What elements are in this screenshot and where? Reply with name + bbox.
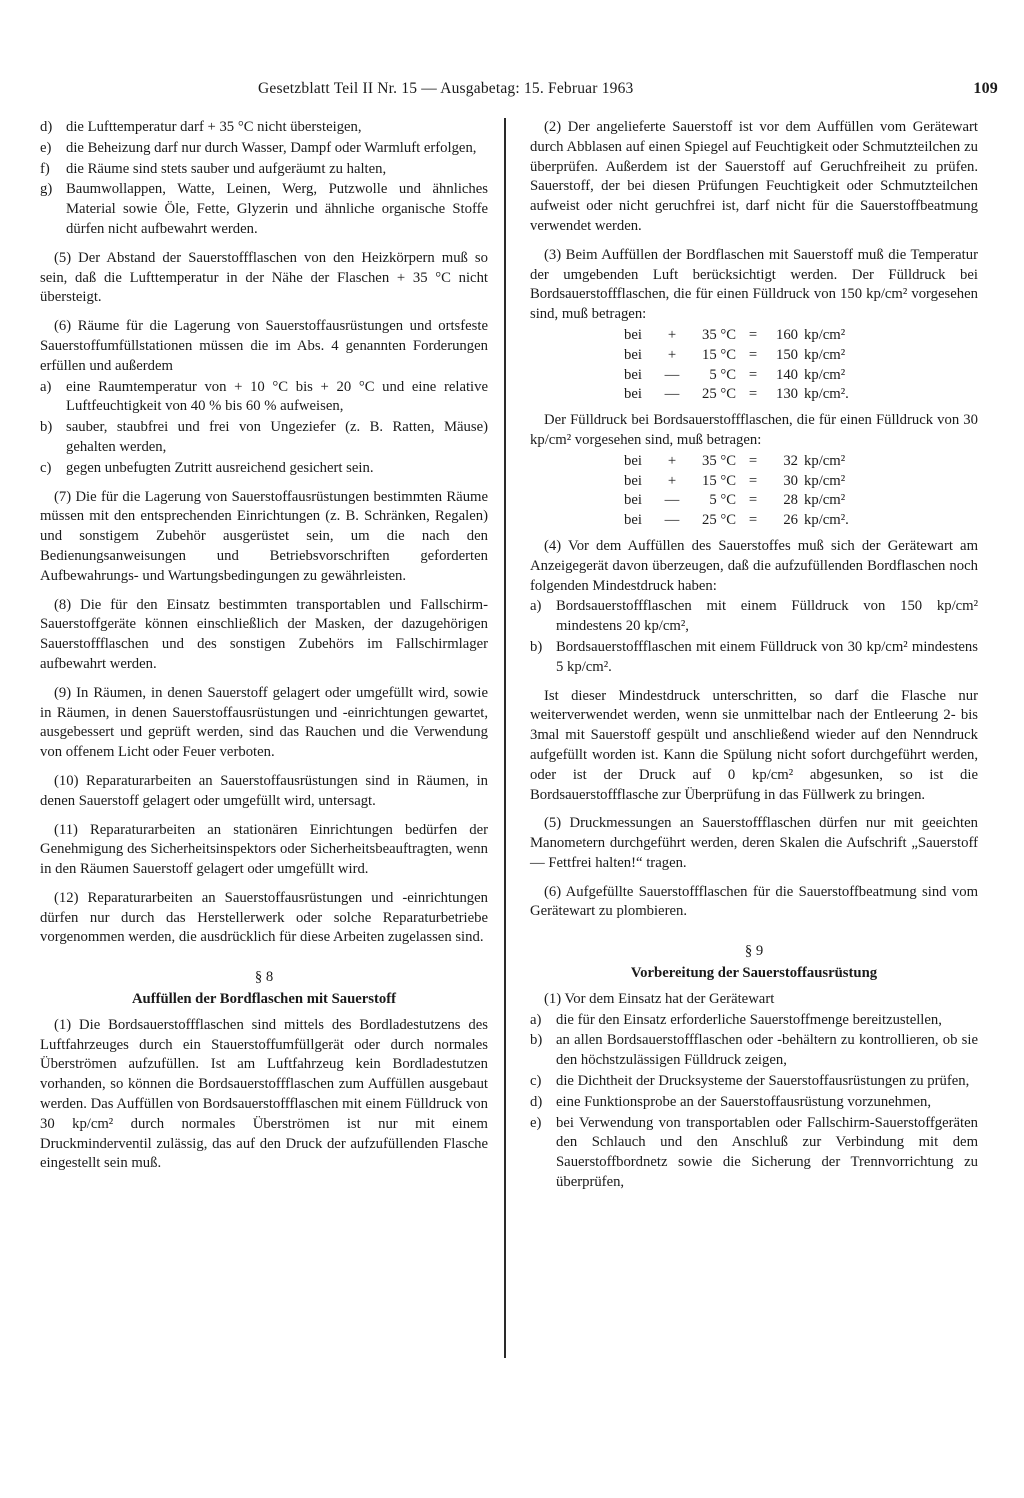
section-9-list bbox=[530, 1011, 978, 1193]
paragraph-3-intro: (3) Beim Auffüllen der Bordflaschen mit Sauerstoff muß die Temperatur der umgebenden Luft berücksichtigt werden. Der Fülldruck bei Bordsauerstoffflaschen, die für einen Fülldruck von 150 kp/cm² vorgesehen sind, muß betragen: bbox=[530, 246, 978, 323]
cell-unit: kp/cm² bbox=[804, 452, 846, 469]
cell-bei: bei bbox=[624, 326, 642, 343]
cell-value: 150 bbox=[775, 346, 798, 363]
item-text: sauber, staubfrei und frei von Ungeziefer (z. B. Ratten, Mäuse) gehalten werden, bbox=[66, 419, 488, 455]
table-row bbox=[624, 452, 855, 472]
cell-sign: — bbox=[664, 366, 680, 383]
cell-temp: 25 °C bbox=[701, 386, 736, 403]
cell-eq: = bbox=[748, 492, 758, 509]
cell-eq: = bbox=[748, 366, 758, 383]
list-item bbox=[40, 418, 488, 458]
cell-value: 130 bbox=[775, 386, 798, 403]
cell-value: 160 bbox=[775, 326, 798, 343]
table-row bbox=[624, 491, 855, 511]
paragraph-6-right: (6) Aufgefüllte Sauerstoffflaschen für die Sauerstoffbeatmung sind vom Gerätewart zu plombieren. bbox=[530, 883, 978, 920]
item-label: f) bbox=[40, 160, 50, 177]
paragraph-10: (10) Reparaturarbeiten an Sauerstoffausrüstungen sind in Räumen, in denen Sauerstoff gelagert oder umgefüllt wird, untersagt. bbox=[40, 772, 488, 809]
cell-bei: bei bbox=[624, 492, 642, 509]
item-label: c) bbox=[530, 1073, 542, 1090]
list-item bbox=[530, 638, 978, 678]
cell-temp: 35 °C bbox=[701, 452, 736, 469]
table-row bbox=[624, 366, 855, 386]
cell-eq: = bbox=[748, 452, 758, 469]
item-label: a) bbox=[530, 1011, 542, 1028]
cell-unit: kp/cm² bbox=[804, 326, 846, 343]
paragraph-6-intro: (6) Räume für die Lagerung von Sauerstoffausrüstungen und ortsfeste Sauerstoffumfüllstationen müssen die im Abs. 4 genannten Forderungen erfüllen und außerdem bbox=[40, 318, 488, 374]
cell-value: 32 bbox=[783, 452, 798, 469]
list-item bbox=[530, 1031, 978, 1071]
item-label: d) bbox=[530, 1093, 543, 1110]
item-text: die Lufttemperatur darf + 35 °C nicht übersteigen, bbox=[66, 119, 362, 135]
paragraph-4-intro: (4) Vor dem Auffüllen des Sauerstoffes muß sich der Gerätewart am Anzeigegerät davon überzeugen, daß die aufzufüllenden Bordflaschen noch folgenden Mindestdruck haben: bbox=[530, 537, 978, 594]
list-item bbox=[530, 1072, 978, 1092]
cell-value: 26 bbox=[783, 512, 798, 529]
page-header bbox=[258, 80, 998, 102]
table-row bbox=[624, 511, 855, 531]
item-text: die Räume sind stets sauber und aufgeräumt zu halten, bbox=[66, 160, 387, 177]
cell-bei: bei bbox=[624, 452, 642, 469]
cell-unit: kp/cm² bbox=[804, 472, 846, 489]
cell-eq: = bbox=[748, 346, 758, 363]
item-label: b) bbox=[40, 419, 53, 436]
cell-unit: kp/cm². bbox=[804, 386, 849, 403]
cell-value: 30 bbox=[783, 472, 798, 489]
list-item bbox=[530, 1093, 978, 1113]
page-number: 109 bbox=[973, 80, 998, 97]
item-text: die für den Einsatz erforderliche Sauerstoffmenge bereitzustellen, bbox=[556, 1011, 942, 1028]
cell-eq: = bbox=[748, 326, 758, 343]
section-8-paragraph-1: (1) Die Bordsauerstoffflaschen sind mittels des Bordladestutzens des Luftfahrzeuges durch ein Stauerstoffumfüllgerät oder durch normales Überströmen aufzufüllen. Ist am Luftfahrzeug kein Bordladestutzen vorhanden, so können die Bordsauerstoffflaschen zum Auffüllen ausgebaut werden. Das Auffüllen von Bordsauerstoffflaschen mit einem Fülldruck von 30 kp/cm² durch normales Überströmen ist nur mit einem Druckminderventil zulässig, das auf den Druck der aufzufüllenden Flasche eingestellt sein muß. bbox=[40, 1016, 488, 1172]
cell-bei: bei bbox=[624, 366, 642, 383]
item-text: eine Raumtemperatur von + 10 °C bis + 20 °C und eine relative Luftfeuchtigkeit von 40 % bis 60 % aufweisen, bbox=[66, 378, 488, 415]
list-item bbox=[40, 459, 488, 479]
pressure-table-150 bbox=[624, 326, 855, 405]
cell-temp: 15 °C bbox=[701, 472, 736, 489]
paragraph-7: (7) Die für die Lagerung von Sauerstoffausrüstungen bestimmten Räume müssen mit den entsprechenden Einrichtungen (z. B. Schränken, Regalen) und sonstigem Zubehör ausgerüstet sein, um die nach den Bedienungsanweisungen und Betriebsvorschriften geforderten Aufbewahrungs- und Wartungsbedingungen zu gewährleisten. bbox=[40, 488, 488, 584]
cell-sign: + bbox=[667, 346, 677, 363]
gazette-title: Gesetzblatt Teil II Nr. 15 — Ausgabetag: 15. Februar 1963 bbox=[258, 80, 634, 97]
list-item bbox=[530, 597, 978, 637]
section-9-number: § 9 bbox=[744, 943, 764, 960]
paragraph-4-list bbox=[530, 597, 978, 677]
cell-bei: bei bbox=[624, 512, 642, 529]
list-item bbox=[530, 1011, 978, 1031]
paragraph-6-list bbox=[40, 378, 488, 479]
item-text: Baumwollappen, Watte, Leinen, Werg, Putzwolle und ähnliches Material sowie Öle, Fette, Glyzerin und ähnliche organische Stoffe dürfen nicht aufbewahrt werden. bbox=[66, 181, 488, 237]
cell-unit: kp/cm² bbox=[804, 366, 846, 383]
cell-temp: 25 °C bbox=[701, 512, 736, 529]
item-text: Bordsauerstoffflaschen mit einem Fülldruck von 30 kp/cm² mindestens 5 kp/cm². bbox=[556, 638, 978, 675]
item-label: g) bbox=[40, 181, 53, 198]
paragraph-11: (11) Reparaturarbeiten an stationären Einrichtungen bedürfen der Genehmigung des Sicherheitsinspektors oder Sicherheitsbeauftragten, wenn in den Räumen Sauerstoff gelagert oder umgefüllt wird. bbox=[40, 821, 488, 878]
cell-unit: kp/cm². bbox=[804, 512, 849, 529]
cell-temp: 35 °C bbox=[701, 326, 736, 343]
item-label: e) bbox=[530, 1114, 542, 1131]
list-item bbox=[40, 160, 488, 180]
cell-bei: bei bbox=[624, 386, 642, 403]
cell-unit: kp/cm² bbox=[804, 492, 846, 509]
item-label: b) bbox=[530, 1032, 543, 1049]
cell-temp: 15 °C bbox=[701, 346, 736, 363]
cell-eq: = bbox=[748, 472, 758, 489]
paragraph-9: (9) In Räumen, in denen Sauerstoff gelagert oder umgefüllt wird, sowie in Räumen, in denen Sauerstoffausrüstungen und -einrichtungen gewartet, ausgebessert und geprüft werden, sind das Rauchen und die Verwendung von offenem Licht oder Feuer verboten. bbox=[40, 684, 488, 761]
paragraph-8: (8) Die für den Einsatz bestimmten transportablen und Fallschirm-Sauerstoffgeräte können einschließlich der Masken, der dazugehörigen Sauerstoffflaschen und des sonstigen Zubehörs im Fallschirmlager aufbewahrt werden. bbox=[40, 596, 488, 672]
column-divider bbox=[504, 118, 506, 1358]
cell-temp: 5 °C bbox=[709, 366, 736, 383]
cell-temp: 5 °C bbox=[709, 492, 736, 509]
cell-value: 140 bbox=[775, 366, 798, 383]
cell-sign: — bbox=[664, 386, 680, 403]
list-items-d-to-g bbox=[40, 118, 488, 240]
item-label: a) bbox=[530, 598, 542, 615]
list-item bbox=[40, 378, 488, 418]
list-item bbox=[40, 180, 488, 239]
item-text: gegen unbefugten Zutritt ausreichend gesichert sein. bbox=[66, 459, 374, 476]
cell-sign: — bbox=[664, 512, 680, 529]
cell-value: 28 bbox=[783, 492, 798, 509]
pressure-table-30 bbox=[624, 452, 855, 531]
paragraph-4-after: Ist dieser Mindestdruck unterschritten, so darf die Flasche nur weiterverwendet werden, wenn sie unmittelbar nach der Entleerung 2- bis 3mal mit Sauerstoff gespült und anschließend wieder auf den Nenndruck aufgefüllt worden ist. Kann die Spülung nicht sofort durchgeführt werden, oder ist der Druck auf 0 kp/cm² abgesunken, so ist die Bordsauerstoffflasche zur Überprüfung in das Füllwerk zu bringen. bbox=[530, 687, 978, 803]
cell-eq: = bbox=[748, 512, 758, 529]
section-8-number: § 8 bbox=[254, 969, 274, 986]
paragraph-5-right: (5) Druckmessungen an Sauerstoffflaschen dürfen nur mit geeichten Manometern durchgeführt werden, deren Skalen die Aufschrift „Sauerstoff — Fettfrei halten!“ tragen. bbox=[530, 815, 978, 871]
list-item bbox=[530, 1114, 978, 1193]
paragraph-2: (2) Der angelieferte Sauerstoff ist vor dem Auffüllen vom Gerätewart durch Abblasen auf einen Spiegel auf Feuchtigkeit oder Schmutzteilchen zu überprüfen. Außerdem ist der Sauerstoff auf Geruchfreiheit zu prüfen. Sauerstoff, der bei diesen Prüfungen Feuchtigkeit oder Schmutzteilchen aufweist oder nicht geruchfrei ist, darf nicht für die Sauerstoffbeatmung verwendet werden. bbox=[530, 119, 978, 234]
cell-sign: + bbox=[667, 472, 677, 489]
item-text: bei Verwendung von transportablen oder Fallschirm-Sauerstoffgeräten den Schlauch und den Anschluß zur Verbindung mit dem Sauerstoffbordnetz sowie die Sicherung der Trennvorrichtung zu überprüfen, bbox=[556, 1114, 978, 1191]
section-9-title: Vorbereitung der Sauerstoffausrüstung bbox=[630, 965, 878, 982]
left-column bbox=[40, 118, 488, 1183]
table-row bbox=[624, 472, 855, 492]
item-text: an allen Bordsauerstoffflaschen oder -behältern zu kontrollieren, ob sie den höchstzulässigen Fülldruck zeigen, bbox=[556, 1032, 978, 1069]
item-text: eine Funktionsprobe an der Sauerstoffausrüstung vorzunehmen, bbox=[556, 1093, 931, 1110]
item-text: die Dichtheit der Drucksysteme der Sauerstoffausrüstungen zu prüfen, bbox=[556, 1073, 970, 1090]
item-label: e) bbox=[40, 139, 52, 156]
item-text: Bordsauerstoffflaschen mit einem Fülldruck von 150 kp/cm² mindestens 20 kp/cm², bbox=[556, 598, 978, 635]
section-9-paragraph-1: (1) Vor dem Einsatz hat der Gerätewart bbox=[544, 990, 775, 1007]
list-item bbox=[40, 118, 488, 138]
item-label: b) bbox=[530, 638, 543, 655]
table-row bbox=[624, 346, 855, 366]
table-row bbox=[624, 385, 855, 405]
cell-eq: = bbox=[748, 386, 758, 403]
table-row bbox=[624, 326, 855, 346]
paragraph-5: (5) Der Abstand der Sauerstoffflaschen von den Heizkörpern muß so sein, daß die Lufttemperatur in der Nähe der Flaschen + 35 °C nicht übersteigt. bbox=[40, 249, 488, 306]
right-column bbox=[530, 118, 978, 1202]
paragraph-12: (12) Reparaturarbeiten an Sauerstoffausrüstungen und -einrichtungen dürfen nur durch das Herstellerwerk oder solche Reparaturbetriebe vorgenommen werden, die ausdrücklich für diese Arbeiten zugelassen sind. bbox=[40, 889, 488, 946]
cell-sign: + bbox=[667, 326, 677, 343]
item-label: d) bbox=[40, 119, 53, 135]
item-label: a) bbox=[40, 378, 52, 395]
item-label: c) bbox=[40, 459, 52, 476]
item-text: die Beheizung darf nur durch Wasser, Dampf oder Warmluft erfolgen, bbox=[66, 139, 477, 156]
cell-bei: bei bbox=[624, 472, 642, 489]
cell-sign: — bbox=[664, 492, 680, 509]
cell-bei: bei bbox=[624, 346, 642, 363]
list-item bbox=[40, 139, 488, 159]
cell-sign: + bbox=[667, 452, 677, 469]
paragraph-3-mid: Der Fülldruck bei Bordsauerstoffflaschen, die für einen Fülldruck von 30 kp/cm² vorgesehen sind, muß betragen: bbox=[530, 412, 978, 448]
section-8-title: Auffüllen der Bordflaschen mit Sauerstoff bbox=[131, 991, 397, 1008]
cell-unit: kp/cm² bbox=[804, 346, 846, 363]
